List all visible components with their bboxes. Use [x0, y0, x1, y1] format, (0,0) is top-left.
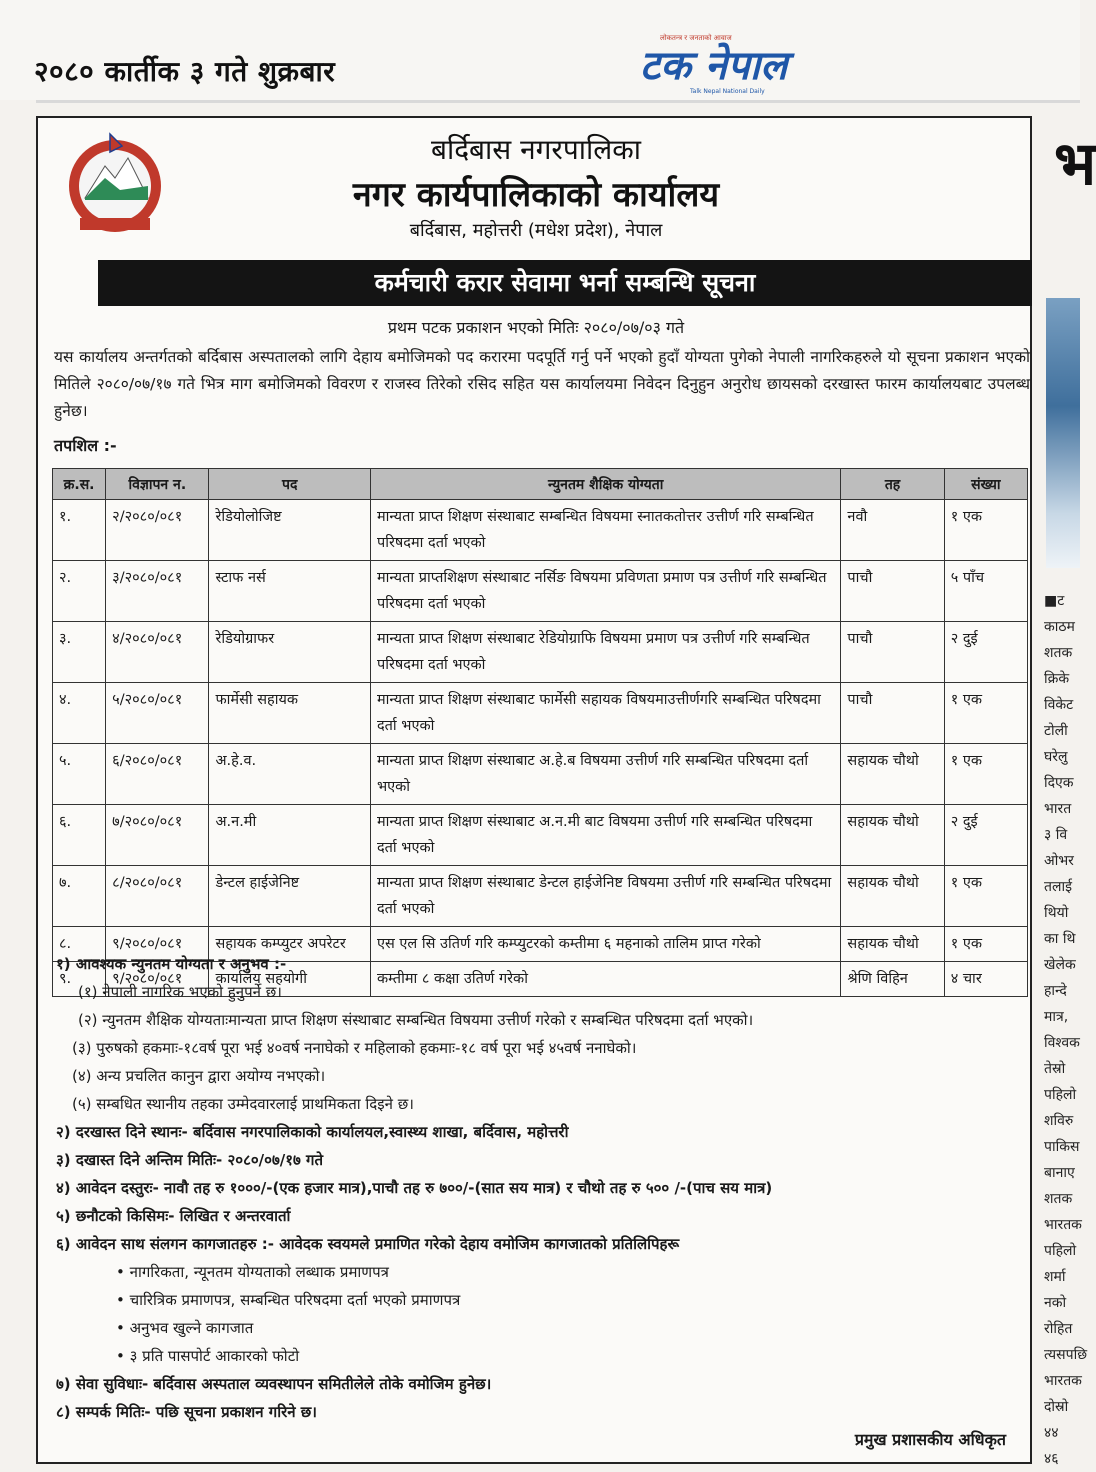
adjacent-text-line: विश्वक	[1044, 1035, 1080, 1051]
cell-qual: मान्यता प्राप्त शिक्षण संस्थाबाट डेन्टल हाईजेनिष्ट विषयमा उत्तीर्ण गरि सम्बन्धित परिषदमा दर्ता भएको	[370, 866, 840, 927]
cell-count: ५ पाँच	[944, 561, 1027, 622]
cell-adv: ६/२०८०/०८१	[106, 744, 209, 805]
adjacent-text-line: क्रिके	[1044, 671, 1070, 687]
cell-qual: मान्यता प्राप्त शिक्षण संस्थाबाट रेडियोग्राफि विषयमा प्रमाण पत्र उत्तीर्ण गरि सम्बन्धित परिषदमा दर्ता भएको	[370, 622, 840, 683]
adjacent-text-line: ४६	[1044, 1451, 1059, 1467]
notice-banner: कर्मचारी करार सेवामा भर्ना सम्बन्धि सूचना	[98, 260, 1032, 306]
cell-adv: ९/२०८०/०८१	[106, 962, 209, 997]
adjacent-text-line: तेस्रो	[1044, 1061, 1066, 1077]
cell-post: रेडियोलोजिष्ट	[209, 500, 370, 561]
adjacent-text-line: खेलेक	[1044, 957, 1076, 973]
document-list-item: • नागरिकता, न्यूनतम योग्यताको लब्धाक प्रमाणपत्र	[116, 1263, 389, 1281]
adjacent-text-line: भारतक	[1044, 1217, 1082, 1233]
dateline: २०८० कार्तीक ३ गते शुक्रबार	[34, 55, 336, 88]
condition-1-item: (३) पुरुषको हकमाः-१८वर्ष पूरा भई ४०वर्ष ननाघेको र महिलाको हकमाः-१८ वर्ष पूरा भई ४५वर्ष ननाघेको।	[72, 1039, 637, 1057]
condition-4: ४) आवेदन दस्तुरः- नावौ तह रु १०००/-(एक हजार मात्र),पाचौ तह रु ७००/-(सात सय मात्र) र चौथो तह रु ५०० /-(पाच सय मात्र)	[56, 1179, 773, 1197]
col-header: न्युनतम शैक्षिक योग्यता	[370, 469, 840, 500]
adjacent-text-line: भारत	[1044, 801, 1072, 817]
cell-qual: मान्यता प्राप्तशिक्षण संस्थाबाट नर्सिङ विषयमा प्रविणता प्रमाण पत्र उत्तीर्ण गरि सम्बन्धित परिषदमा दर्ता भएको	[370, 561, 840, 622]
document-list-item: • चारित्रिक प्रमाणपत्र, सम्बन्धित परिषदमा दर्ता भएको प्रमाणपत्र	[116, 1291, 461, 1309]
condition-3: ३) दखास्त दिने अन्तिम मितिः- २०८०/०७/१७ गते	[56, 1151, 324, 1169]
office-name: नगर कार्यपालिकाको कार्यालय	[352, 175, 720, 215]
adjacent-text-line: दिएक	[1044, 775, 1074, 791]
adjacent-text-line: तलाई	[1044, 879, 1072, 895]
adjacent-text-line: टोली	[1044, 723, 1068, 739]
cell-level: पाचौ	[841, 561, 944, 622]
cell-count: २ दुई	[944, 622, 1027, 683]
header-rule	[36, 100, 1080, 103]
adjacent-text-line: पहिलो	[1044, 1243, 1077, 1259]
cell-post: अ.न.मी	[209, 805, 370, 866]
adjacent-text-line: नको	[1044, 1295, 1067, 1311]
newspaper-masthead	[640, 34, 840, 96]
condition-1-item: (४) अन्य प्रचलित कानुन द्वारा अयोग्य नभएको।	[72, 1067, 326, 1085]
adjacent-text-line: ४४	[1044, 1425, 1059, 1441]
cell-sn: ५.	[53, 744, 106, 805]
adjacent-text-line: पहिलो	[1044, 1087, 1077, 1103]
cell-count: ४ चार	[944, 962, 1027, 997]
cell-count: १ एक	[944, 500, 1027, 561]
adjacent-headline-glyph: भ	[1054, 129, 1096, 199]
office-address: बर्दिबास, महोत्तरी (मधेश प्रदेश), नेपाल	[409, 220, 663, 241]
adjacent-text-line: घरेलु	[1044, 749, 1068, 765]
cell-sn: ९.	[53, 962, 106, 997]
cell-level: पाचौ	[841, 622, 944, 683]
adjacent-text-line: विकेट	[1044, 697, 1074, 713]
adjacent-text-line: का थि	[1044, 931, 1076, 947]
condition-1-item: (२) न्युनतम शैक्षिक योग्यताःमान्यता प्राप्त शिक्षण संस्थाबाट सम्बन्धित विषयमा उत्तीर्ण गरेको र सम्बन्धित परिषदमा दर्ता भएको।	[78, 1011, 754, 1029]
adjacent-text-line: हान्दे	[1044, 983, 1067, 999]
masthead-title: टक नेपाल	[640, 43, 788, 89]
adjacent-text-line: त्यसपछि	[1044, 1347, 1088, 1363]
adjacent-article-column	[1040, 116, 1096, 1472]
cell-adv: ४/२०८०/०८१	[106, 622, 209, 683]
adjacent-text-line: भारतक	[1044, 1373, 1082, 1389]
cell-qual: कम्तीमा ८ कक्षा उतिर्ण गरेको	[370, 962, 840, 997]
condition-6: ६) आवेदन साथ संलगन कागजातहरु :- आवेदक स्वयमले प्रमाणित गरेको देहाय वमोजिम कागजातको प्रतिलिपिहरू	[56, 1235, 680, 1253]
org-name: बर्दिबास नगरपालिका	[430, 133, 642, 166]
cell-adv: ९/२०८०/०८१	[106, 927, 209, 962]
adjacent-article-photo	[1046, 298, 1080, 568]
cell-adv: ८/२०८०/०८१	[106, 866, 209, 927]
cell-post: सहायक कम्प्युटर अपरेटर	[209, 927, 370, 962]
cell-sn: २.	[53, 561, 106, 622]
cell-adv: ७/२०८०/०८१	[106, 805, 209, 866]
table-row	[53, 805, 1028, 866]
table-row	[53, 622, 1028, 683]
adjacent-text-line: काठम	[1044, 619, 1075, 635]
cell-post: डेन्टल हाईजेनिष्ट	[209, 866, 370, 927]
cell-adv: ५/२०८०/०८१	[106, 683, 209, 744]
cell-count: १ एक	[944, 744, 1027, 805]
adjacent-text-line: दोस्रो	[1044, 1399, 1069, 1415]
adjacent-text-line: पाकिस	[1044, 1139, 1080, 1155]
condition-1-item: (५) सम्बधित स्थानीय तहका उम्मेदवारलाई प्राथमिकता दिइने छ।	[72, 1095, 414, 1113]
adjacent-text-line: ■ट	[1044, 593, 1065, 609]
cell-post: कार्यालय सहयोगी	[209, 962, 370, 997]
document-list-item: • ३ प्रति पासपोर्ट आकारको फोटो	[116, 1347, 300, 1365]
cell-level: नवौ	[841, 500, 944, 561]
condition-1-item: (१) नेपाली नागरिक भएको हुनुपर्ने छ।	[78, 983, 282, 1001]
cell-post: स्टाफ नर्स	[209, 561, 370, 622]
col-header: क्र.स.	[53, 469, 106, 500]
cell-sn: ६.	[53, 805, 106, 866]
document-list-item: • अनुभव खुल्ने कागजात	[116, 1319, 254, 1337]
table-row	[53, 744, 1028, 805]
notice-box	[36, 116, 1032, 1464]
condition-7: ७) सेवा सुविधाः- बर्दिवास अस्पताल व्यवस्थापन समितीलेले तोके वमोजिम हुनेछ।	[56, 1375, 492, 1393]
col-header: तह	[841, 469, 944, 500]
cell-adv: ३/२०८०/०८१	[106, 561, 209, 622]
adjacent-text-line: मात्र,	[1044, 1009, 1069, 1025]
newspaper-header	[0, 0, 1080, 100]
signatory: प्रमुख प्रशासकीय अधिकृत	[854, 1430, 1006, 1449]
adjacent-article-text	[1044, 588, 1088, 1472]
cell-qual: मान्यता प्राप्त शिक्षण संस्थाबाट सम्बन्धित विषयमा स्नातकतोत्तर उत्तीर्ण गरि सम्बन्धित परिषदमा दर्ता भएको	[370, 500, 840, 561]
adjacent-text-line: थियो	[1044, 905, 1069, 921]
cell-qual: मान्यता प्राप्त शिक्षण संस्थाबाट फार्मेसी सहायक विषयमाउत्तीर्णगरि सम्बन्धित परिषदमा दर्ता भएको	[370, 683, 840, 744]
cell-adv: २/२०८०/०८१	[106, 500, 209, 561]
vacancy-table	[52, 468, 1028, 997]
adjacent-text-line: ओभर	[1044, 853, 1074, 869]
col-header: पद	[209, 469, 370, 500]
adjacent-text-line: ३ वि	[1044, 827, 1068, 843]
adjacent-text-line: रोहित	[1044, 1321, 1073, 1337]
masthead-tagline: लोकतन्त्र र जनताको आवाज	[660, 34, 732, 42]
table-row	[53, 866, 1028, 927]
cell-sn: ३.	[53, 622, 106, 683]
table-header-row	[53, 469, 1028, 500]
cell-level: श्रेणि विहिन	[841, 962, 944, 997]
details-label: तपशिल :-	[54, 436, 117, 455]
masthead-subtitle: Talk Nepal National Daily	[690, 88, 765, 95]
condition-8: ८) सम्पर्क मितिः- पछि सूचना प्रकाशन गरिने छ।	[56, 1403, 317, 1421]
cell-count: २ दुई	[944, 805, 1027, 866]
cell-sn: १.	[53, 500, 106, 561]
cell-sn: ८.	[53, 927, 106, 962]
adjacent-text-line: शविरु	[1044, 1113, 1074, 1129]
condition-1-title: १) आवश्यक न्युनतम योग्यता र अनुभव :-	[56, 955, 287, 973]
table-row	[53, 683, 1028, 744]
adjacent-text-line: शतक	[1044, 645, 1073, 661]
cell-qual: मान्यता प्राप्त शिक्षण संस्थाबाट अ.हे.ब विषयमा उत्तीर्ण गरि सम्बन्धित परिषदमा दर्ता भएको	[370, 744, 840, 805]
cell-level: सहायक चौथो	[841, 927, 944, 962]
condition-2: २) दरखास्त दिने स्थानः- बर्दिवास नगरपालिकाको कार्यालयल,स्वास्थ्य शाखा, बर्दिवास, महोत्तरी	[56, 1123, 569, 1141]
col-header: विज्ञापन न.	[106, 469, 209, 500]
cell-sn: ७.	[53, 866, 106, 927]
table-row	[53, 500, 1028, 561]
cell-level: सहायक चौथो	[841, 866, 944, 927]
condition-5: ५) छनौटको किसिमः- लिखित र अन्तरवार्ता	[56, 1207, 291, 1225]
cell-level: सहायक चौथो	[841, 805, 944, 866]
cell-count: १ एक	[944, 683, 1027, 744]
cell-level: पाचौ	[841, 683, 944, 744]
table-row	[53, 561, 1028, 622]
cell-level: सहायक चौथो	[841, 744, 944, 805]
adjacent-text-line: शतक	[1044, 1191, 1073, 1207]
adjacent-text-line: बानाए	[1044, 1165, 1075, 1181]
cell-qual: मान्यता प्राप्त शिक्षण संस्थाबाट अ.न.मी बाट विषयमा उत्तीर्ण गरि सम्बन्धित परिषदमा दर्ता भएको	[370, 805, 840, 866]
adjacent-text-line: शर्मा	[1044, 1269, 1066, 1285]
cell-sn: ४.	[53, 683, 106, 744]
cell-count: १ एक	[944, 927, 1027, 962]
cell-post: फार्मेसी सहायक	[209, 683, 370, 744]
intro-paragraph: यस कार्यालय अन्तर्गतको बर्दिबास अस्पतालको लागि देहाय बमोजिमको पद करारमा पदपूर्ति गर्नु पर्ने भएको हुदाँ योग्यता पुगेको नेपाली नागरिकहरुले यो सूचना प्रकाशन भएको मितिले २०८०/०७/१७ गते भित्र माग बमोजिमको विवरण र राजस्व तिरेको रसिद सहित यस कार्यालयमा निवेदन दिनुहुन अनुरोध छायसको दरखास्त फारम कार्यालयबाट उपलब्ध हुनेछ।	[54, 348, 1030, 420]
cell-post: रेडियोग्राफर	[209, 622, 370, 683]
col-header: संख्या	[944, 469, 1027, 500]
publication-date: प्रथम पटक प्रकाशन भएको मितिः २०८०/०७/०३ गते	[387, 318, 685, 337]
cell-qual: एस एल सि उतिर्ण गरि कम्प्युटरको कम्तीमा ६ महनाको तालिम प्राप्त गरेको	[370, 927, 840, 962]
cell-count: १ एक	[944, 866, 1027, 927]
cell-post: अ.हे.व.	[209, 744, 370, 805]
